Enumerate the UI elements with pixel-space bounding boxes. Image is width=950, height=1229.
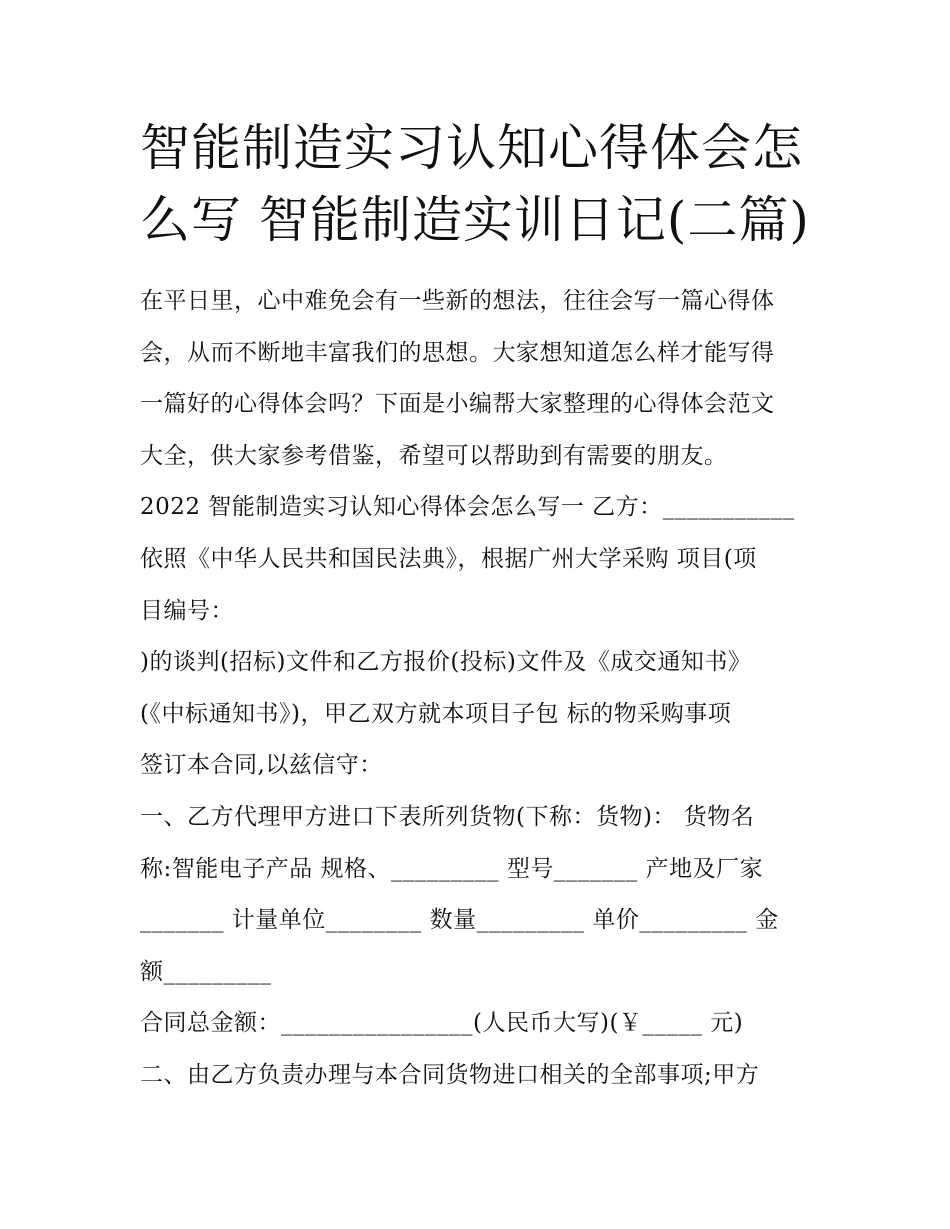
body-line: 大全，供大家参考借鉴，希望可以帮助到有需要的朋友。 [140,442,728,469]
document-body [140,276,830,1102]
body-line: _______ 计量单位________ 数量_________ 单价_________ 金 [140,907,779,934]
body-line: 2022 智能制造实习认知心得体会怎么写一 乙方：___________ [140,494,795,521]
body-line: (《中标通知书》)，甲乙双方就本项目子包 标的物采购事项 [140,700,732,727]
body-line: 签订本合同,以兹信守： [140,752,383,779]
body-line: 会，从而不断地丰富我们的思想。大家想知道怎么样才能写得 [140,339,775,366]
title-line: 智能制造实习认知心得体会怎 [140,119,803,177]
body-line: 目编号： [140,597,234,624]
body-line: 二、由乙方负责办理与本合同货物进口相关的全部事项;甲方 [140,1061,760,1088]
document-title [140,112,830,256]
body-line: )的谈判(招标)文件和乙方报价(投标)文件及《成交通知书》 [140,649,752,676]
body-line: 一篇好的心得体会吗？下面是小编帮大家整理的心得体会范文 [140,391,775,418]
body-line: 额_________ [140,958,272,985]
body-line: 在平日里，心中难免会有一些新的想法，往往会写一篇心得体 [140,288,775,314]
title-line: 么写 智能制造实训日记(二篇) [140,191,810,249]
body-line: 一、乙方代理甲方进口下表所列货物(下称：货物)： 货物名 [140,803,755,830]
body-line: 合同总金额：________________(人民币大写)(￥_____ 元) [140,1010,744,1037]
body-line: 称:智能电子产品 规格、_________ 型号_______ 产地及厂家 [140,855,764,882]
body-line: 依照《中华人民共和国民法典》，根据广州大学采购 项目(项 [140,545,757,572]
